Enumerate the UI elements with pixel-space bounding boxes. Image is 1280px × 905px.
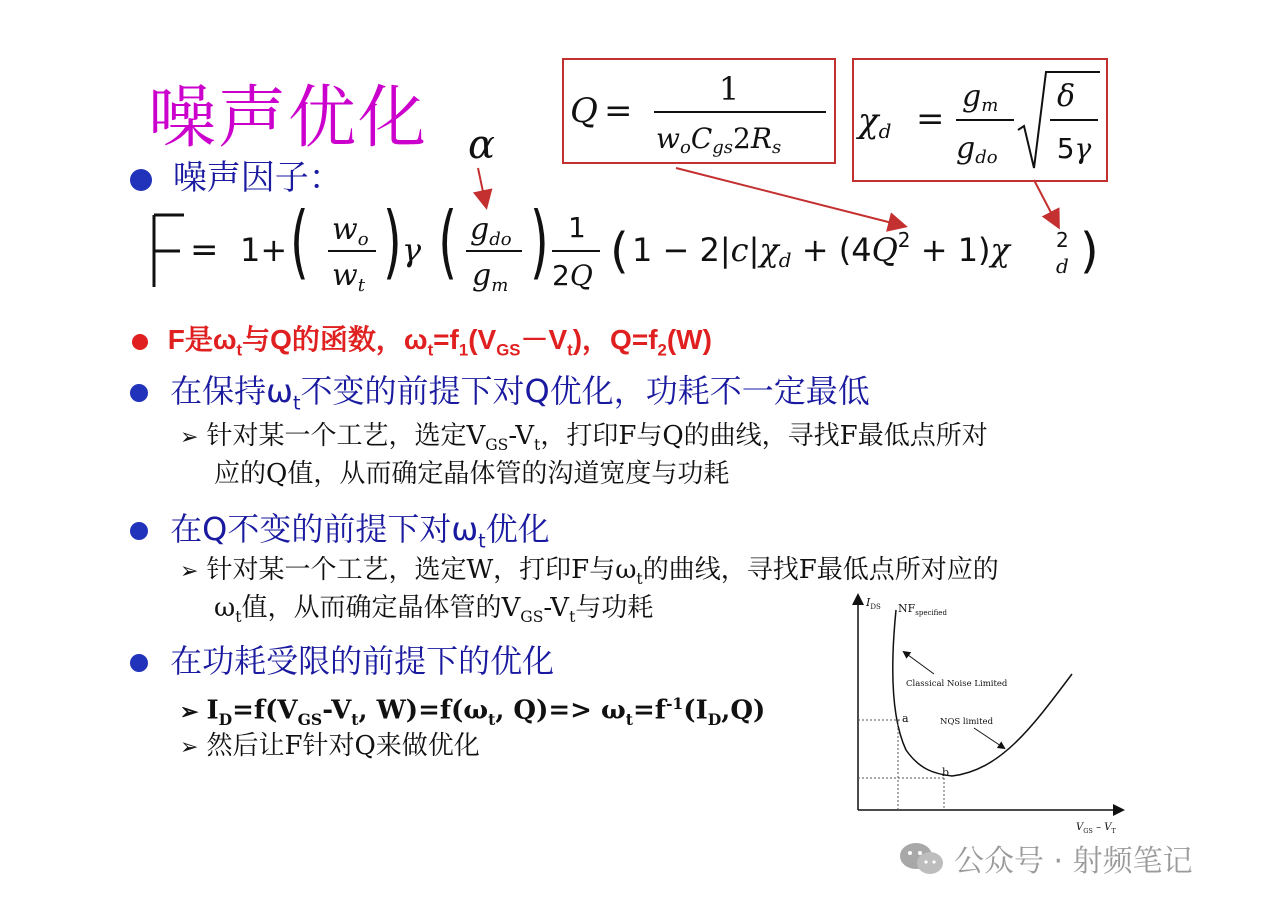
svg-text:1+: 1+ — [240, 231, 288, 269]
svg-text:δ: δ — [1056, 79, 1076, 114]
bullet-keep-wt: 在保持$\omega_t$不变的前提下对Q优化，功耗不一定最低 — [130, 366, 870, 414]
svg-text:wo: $w_o$ — [332, 212, 369, 250]
svg-text:): ) — [530, 195, 549, 289]
alpha-label: α — [468, 122, 496, 168]
point-b-label: b — [942, 766, 950, 779]
svg-text:wt: $w_t$ — [332, 258, 365, 296]
bullet-function-relation: F是$\omega_t$与Q的函数，$\omega_t=f_1(V_{GS}-V_t)$，$Q=f_2(W)$ — [132, 318, 712, 361]
svg-text:=: = — [916, 99, 945, 139]
sub-item-optimize-q: ➢ 然后让F针对Q来做优化 — [180, 731, 480, 761]
bullet-dot-icon — [130, 522, 148, 540]
bullet-dot-icon — [130, 654, 148, 672]
arrow-chi-to-formula — [1034, 180, 1058, 226]
svg-text:(: ( — [438, 195, 457, 289]
svg-text:χd: χd — [858, 101, 892, 143]
arrow-bullet-icon: ➢ — [180, 559, 199, 584]
bullet-dot-red-icon — [132, 334, 148, 350]
svg-text:5γ: 5γ — [1056, 132, 1092, 165]
svg-text:(: ( — [610, 223, 629, 279]
nf-specified-label: $NF_{specified}$ — [898, 602, 947, 617]
svg-text:1 − 2|c|χd + (4Q2 + 1)χ: $1 - 2|c|\chi d + (4Q^2 + 1)\chi$ — [632, 228, 1010, 272]
arrow-classical — [904, 652, 934, 674]
sub-item-select-w: ➢ 针对某一个工艺，选定W，打印F与$\omega_t$的曲线，寻找F最低点所对应的 — [180, 555, 999, 589]
x-axis-label: $V_{GS} - V_T$ — [1076, 822, 1116, 835]
bullet-power-limited: 在功耗受限的前提下的优化 — [130, 636, 554, 682]
svg-text:=: = — [190, 230, 219, 270]
sub-item-select-w-line2: $\omega_t$值，从而确定晶体管的$V_{GS}-V_t$与功耗 — [214, 593, 654, 627]
bullet-noise-factor: 噪声因子： — [130, 150, 343, 199]
svg-text:1: 1 — [718, 70, 740, 108]
arrow-alpha-to-formula — [478, 168, 486, 206]
svg-text:gdo: $g_{do}$ — [470, 212, 512, 250]
arrow-bullet-icon: ➢ — [180, 698, 199, 725]
svg-text:γ: γ — [402, 231, 422, 269]
bullet-dot-icon — [130, 384, 148, 402]
ids-vgs-diagram — [840, 590, 1140, 840]
classical-noise-label: Classical Noise Limited — [906, 679, 1008, 689]
svg-text:(: ( — [290, 195, 309, 289]
bullet-keep-q: 在Q不变的前提下对$\omega_t$优化 — [130, 504, 550, 552]
arrow-bullet-icon: ➢ — [180, 735, 199, 760]
page-title: 噪声优化 — [148, 79, 429, 158]
nf-curve — [893, 610, 1072, 776]
sub-item-id-function: ➢ $I_D=f(V_{GS}-V_t$, $W)=f(\omega_t$, $Q)=> \omega_t=f^{-1}(I_D,Q)$ — [180, 694, 766, 729]
watermark: 公众号 · 射频笔记 — [898, 836, 1193, 880]
sub-item-select-vgs: ➢ 针对某一个工艺，选定$V_{GS}-V_t$，打印F与Q的曲线，寻找F最低点所对 — [180, 421, 988, 455]
svg-text:gm: gm — [962, 79, 999, 116]
svg-text:): ) — [383, 195, 402, 289]
arrow-bullet-icon: ➢ — [180, 425, 199, 450]
nqs-limited-label: NQS limited — [940, 717, 994, 727]
svg-text:Q: Q — [570, 91, 598, 131]
sub-item-select-vgs-line2: 应的Q值，从而确定晶体管的沟道宽度与功耗 — [214, 459, 730, 489]
svg-text:1: 1 — [568, 211, 586, 244]
svg-text:2Q: 2Q — [552, 259, 593, 292]
svg-text:woCgs2Rs: woCgs2Rs — [656, 122, 782, 158]
svg-text:gm: $g_m$ — [472, 258, 509, 296]
svg-text:gdo: gdo — [956, 131, 998, 168]
svg-text:d: d — [1056, 254, 1069, 278]
wechat-icon — [898, 840, 946, 876]
svg-text:): ) — [1080, 223, 1099, 279]
point-a-label: a — [902, 712, 909, 725]
svg-text:=: = — [604, 91, 633, 131]
arrow-q-to-formula — [676, 168, 904, 226]
svg-text:2: 2 — [1056, 228, 1069, 252]
arrow-nqs — [974, 728, 1004, 748]
y-axis-label: $I_{DS}$ — [866, 596, 881, 611]
